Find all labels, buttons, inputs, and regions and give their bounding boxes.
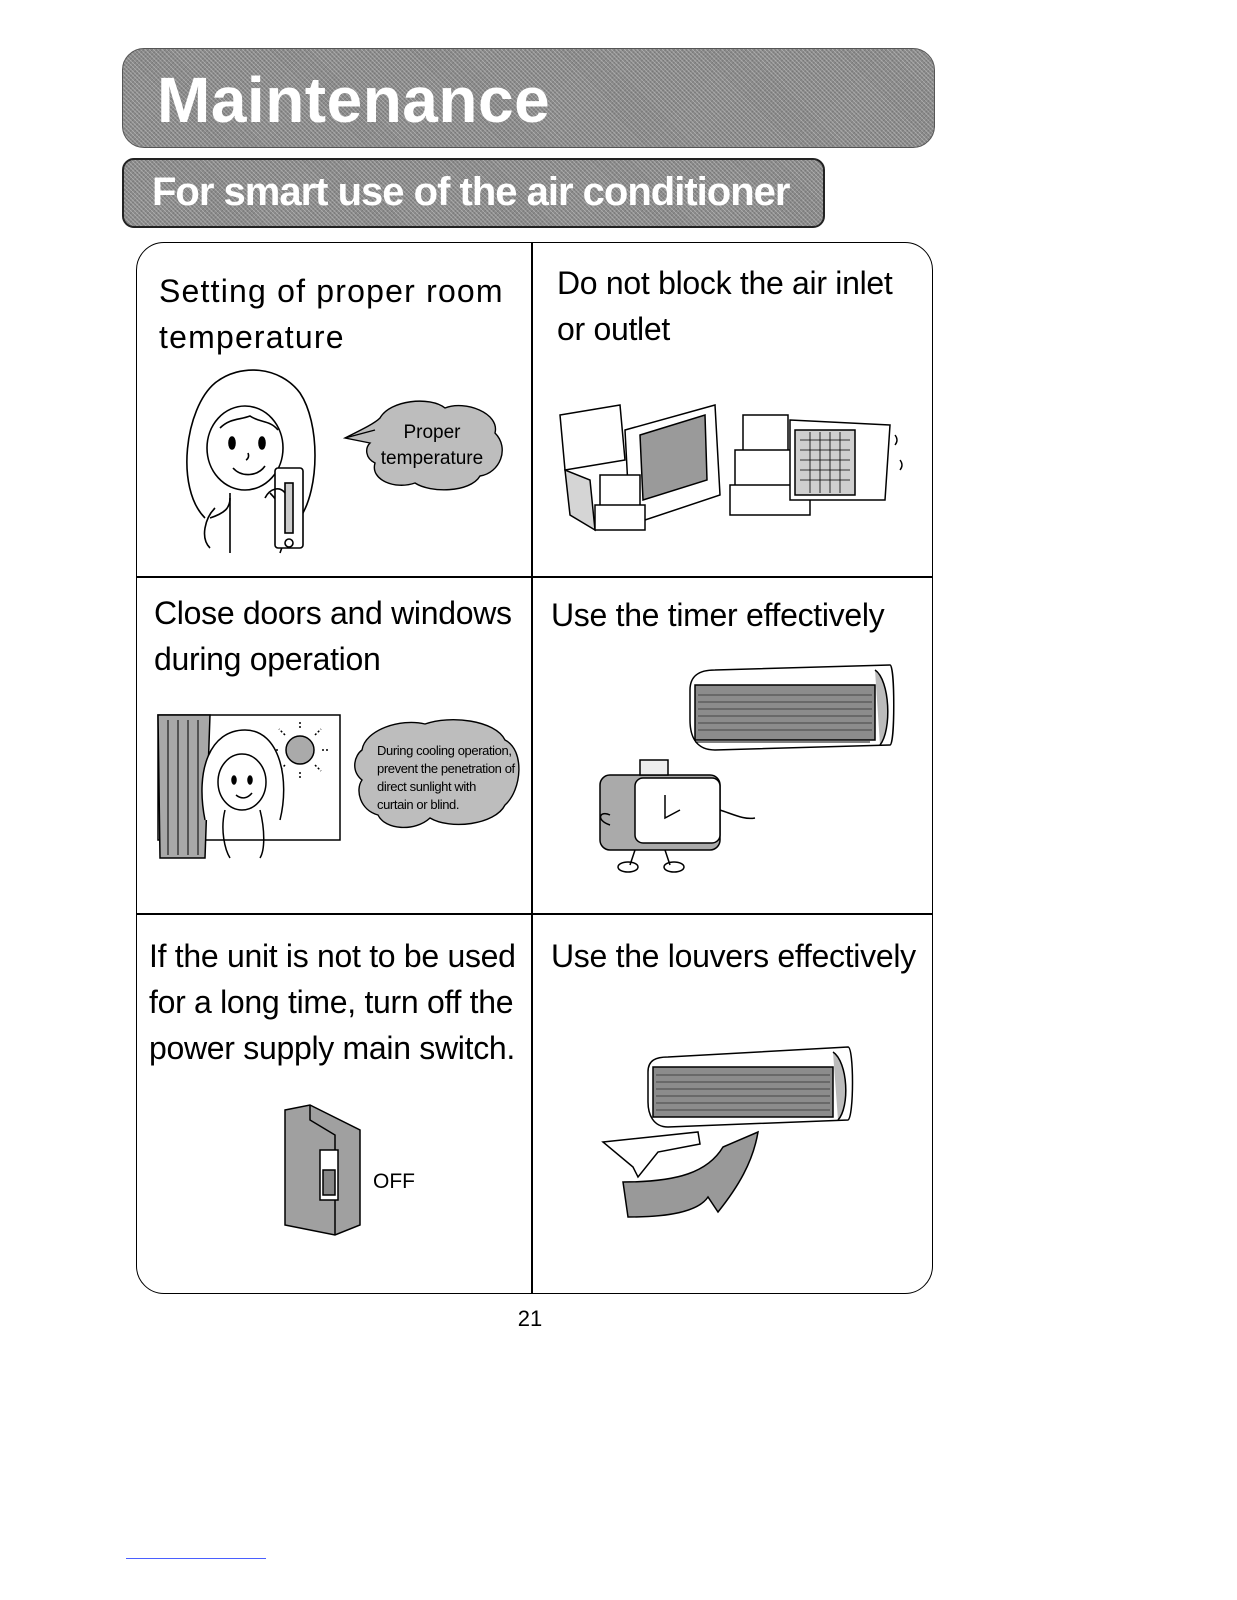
tip-caption-room-temperature: Setting of proper room temperature — [159, 273, 504, 355]
panel-divider-row1 — [136, 576, 933, 578]
timer-illustration — [590, 660, 910, 875]
bubble-text-sunlight: During cooling operation, prevent the penetration of direct sunlight with curtain or blind. — [377, 743, 515, 812]
section-subtitle: For smart use of the air conditioner — [152, 170, 790, 214]
switch-off-label: OFF — [373, 1170, 415, 1193]
page-title-banner — [122, 48, 935, 148]
panel-divider-vertical — [531, 242, 533, 1294]
power-main-switch-illustration — [280, 1105, 370, 1240]
tip-caption-air-inlet: Do not block the air inlet or outlet — [557, 265, 893, 347]
footer-link-line — [126, 1558, 266, 1559]
tip-caption-louvers: Use the louvers effectively — [551, 938, 916, 974]
tip-caption-timer: Use the timer effectively — [551, 597, 885, 633]
louvers-illustration — [598, 1042, 858, 1222]
blocked-air-conditioner-illustration — [555, 400, 915, 540]
page-number: 21 — [517, 1306, 543, 1331]
panel-divider-row2 — [136, 913, 933, 915]
bubble-text-proper-temperature: Proper temperature — [380, 422, 484, 469]
tip-caption-main-switch: If the unit is not to be used for a long time, turn off the power supply main switch. — [149, 938, 516, 1066]
section-subtitle-banner — [122, 158, 825, 228]
tip-caption-doors-windows: Close doors and windows during operation — [154, 595, 512, 677]
page-title: Maintenance — [157, 64, 551, 136]
